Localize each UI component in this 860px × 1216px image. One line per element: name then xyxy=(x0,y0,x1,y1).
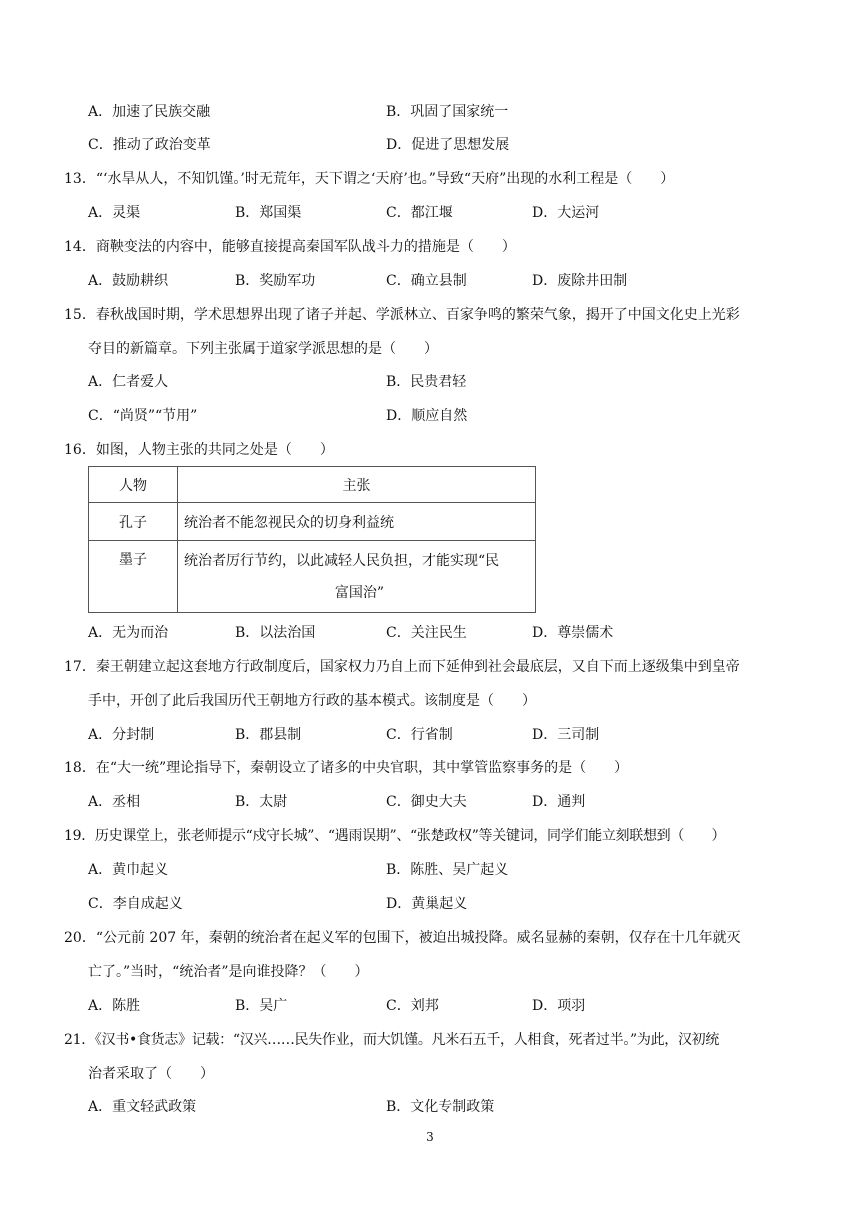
q12-option-b: B．巩固了国家统一 xyxy=(386,104,509,120)
q15-option-d: D．顺应自然 xyxy=(386,408,468,424)
q20-stem-line2: 亡了。”当时，“统治者”是向谁投降？（ ） xyxy=(88,964,369,980)
q12-option-d: D．促进了思想发展 xyxy=(386,137,510,153)
q20-option-d: D．项羽 xyxy=(532,998,586,1014)
q17-stem-line2: 手中，开创了此后我国历代王朝地方行政的基本模式。该制度是（ ） xyxy=(88,693,536,709)
q16-option-b: B．以法治国 xyxy=(235,625,316,641)
q20-option-a: A．陈胜 xyxy=(88,998,141,1014)
q14-option-c: C．确立县制 xyxy=(386,273,467,289)
q13-option-c: C．都江堰 xyxy=(386,205,453,221)
q18-stem: 18．在“大一统”理论指导下，秦朝设立了诸多的中央官职，其中掌管监察事务的是（ ） xyxy=(64,760,629,776)
q17-option-c: C．行省制 xyxy=(386,727,453,743)
mozi-claim-line2: 富国治” xyxy=(334,584,385,601)
q17-stem-line1: 17．秦王朝建立起这套地方行政制度后，国家权力乃自上而下延伸到社会最底层，又自下而上逐级集中到皇帝 xyxy=(64,659,740,675)
q16-option-a: A．无为而治 xyxy=(88,625,169,641)
q13-stem: 13．“‘水旱从人，不知饥馑。’时无荒年，天下谓之‘天府’也。”导致“天府”出现的水利工程是（ ） xyxy=(64,171,675,187)
q12-option-a: A．加速了民族交融 xyxy=(88,104,211,120)
q14-option-a: A．鼓励耕织 xyxy=(88,273,169,289)
q17-option-d: D．三司制 xyxy=(532,727,600,743)
q20-option-c: C．刘邦 xyxy=(386,998,439,1014)
q16-stem: 16．如图，人物主张的共同之处是（ ） xyxy=(64,442,334,458)
q18-option-c: C．御史大夫 xyxy=(386,794,467,810)
q18-option-d: D．通判 xyxy=(532,794,586,810)
q20-stem-line1: 20．“公元前 207 年，秦朝的统治者在起义军的包围下，被迫出城投降。威名显赫的秦朝，仅存在十几年就灭 xyxy=(64,930,741,946)
q13-option-a: A．灵渠 xyxy=(88,205,141,221)
table-cell-confucius-claim: 统治者不能忽视民众的切身利益统 xyxy=(178,503,536,541)
q19-option-d: D．黄巢起义 xyxy=(386,896,468,912)
q19-option-c: C．李自成起义 xyxy=(88,896,183,912)
q19-option-b: B．陈胜、吴广起义 xyxy=(386,862,509,878)
q21-stem-line2: 治者采取了（ ） xyxy=(88,1066,214,1082)
table-cell-confucius: 孔子 xyxy=(89,503,178,541)
q21-option-a: A．重文轻武政策 xyxy=(88,1099,197,1115)
q15-option-b: B．民贵君轻 xyxy=(386,374,467,390)
page-number: 3 xyxy=(426,1130,434,1144)
q16-option-d: D．尊崇儒术 xyxy=(532,625,614,641)
table-cell-mozi-claim xyxy=(178,541,536,613)
q18-option-a: A．丞相 xyxy=(88,794,141,810)
q18-option-b: B．太尉 xyxy=(235,794,288,810)
table-cell-mozi: 墨子 xyxy=(89,541,178,613)
q19-option-a: A．黄巾起义 xyxy=(88,862,169,878)
q16-option-c: C．关注民生 xyxy=(386,625,467,641)
q14-option-d: D．废除井田制 xyxy=(532,273,628,289)
q20-option-b: B．吴广 xyxy=(235,998,288,1014)
q17-option-b: B．郡县制 xyxy=(235,727,302,743)
table-header-claim: 主张 xyxy=(178,467,536,503)
q12-option-c: C．推动了政治变革 xyxy=(88,137,211,153)
q21-option-b: B．文化专制政策 xyxy=(386,1099,495,1115)
q13-option-d: D．大运河 xyxy=(532,205,600,221)
q15-option-c: C．“尚贤”“节用” xyxy=(88,408,198,424)
q14-stem: 14．商鞅变法的内容中，能够直接提高秦国军队战斗力的措施是（ ） xyxy=(64,239,516,255)
q17-option-a: A．分封制 xyxy=(88,727,155,743)
q15-stem-line2: 夺目的新篇章。下列主张属于道家学派思想的是（ ） xyxy=(88,341,438,357)
table-header-person: 人物 xyxy=(89,467,178,503)
q15-stem-line1: 15．春秋战国时期，学术思想界出现了诸子并起、学派林立、百家争鸣的繁荣气象，揭开了中国文化史上光彩 xyxy=(64,307,740,323)
q16-table xyxy=(88,466,536,613)
q21-stem-line1: 21．《汉书•食货志》记载：“汉兴……民失作业，而大饥馑。凡米石五千，人相食，死者过半。”为此，汉初统 xyxy=(64,1032,720,1048)
q14-option-b: B．奖励军功 xyxy=(235,273,316,289)
mozi-claim-line1: 统治者厉行节约，以此减轻人民负担，才能实现“民 xyxy=(184,552,500,569)
q19-stem: 19．历史课堂上，张老师提示“戍守长城”、“遇雨误期”、“张楚政权”等关键词，同学们能立刻联想到（ ） xyxy=(64,828,726,844)
q15-option-a: A．仁者爱人 xyxy=(88,374,169,390)
q13-option-b: B．郑国渠 xyxy=(235,205,302,221)
